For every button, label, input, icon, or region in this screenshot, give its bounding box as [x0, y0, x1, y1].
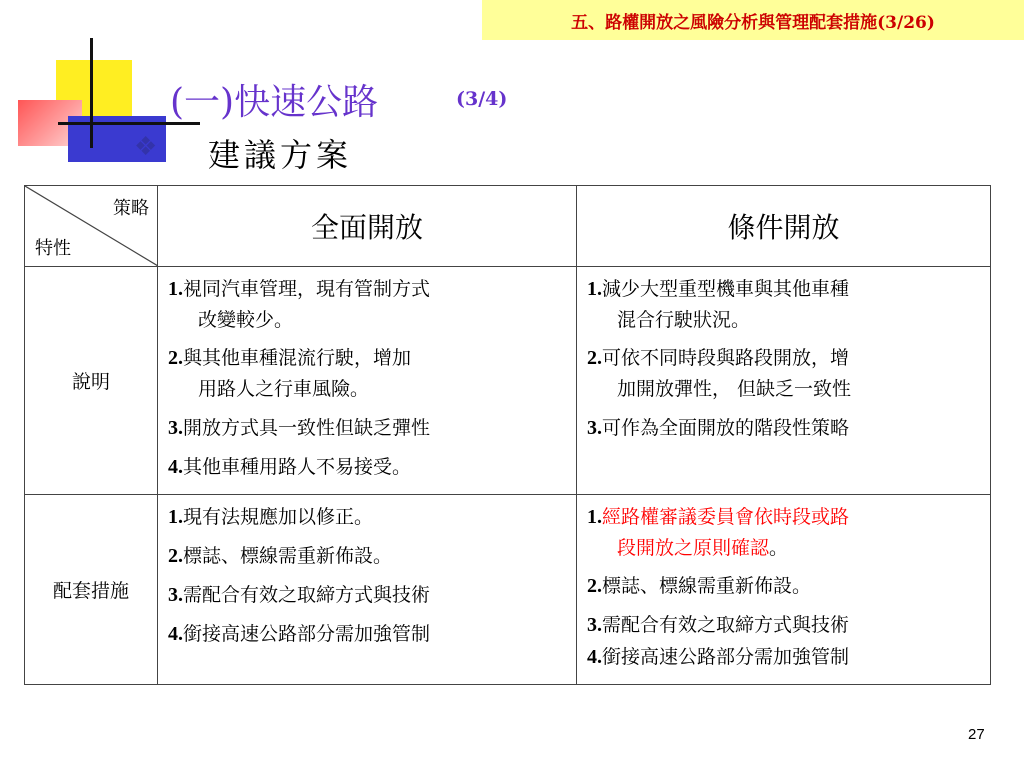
list-item: 1.經路權審議委員會依時段或路 段開放之原則確認。 — [587, 505, 850, 559]
column-header-conditional-open: 條件開放 — [577, 186, 991, 267]
corner-label-strategy: 策略 — [113, 198, 149, 219]
decor-vertical-line — [90, 38, 93, 148]
slide-subtitle: 建議方案 — [208, 136, 353, 174]
slide-title-page: (3/4) — [456, 88, 508, 110]
list-item: 3.需配合有效之取締方式與技術 — [168, 583, 431, 606]
column-header-full-open: 全面開放 — [158, 186, 577, 267]
list-item: 2.標誌、標線需重新佈設。 — [587, 575, 812, 598]
list-item: 1.現有法規應加以修正。 — [168, 505, 374, 528]
cell-full-open-description — [158, 267, 577, 495]
row-label-description: 說明 — [25, 267, 158, 495]
list-item: 2.與其他車種混流行駛，增加 用路人之行車風險。 — [168, 347, 412, 401]
cell-full-open-measures — [158, 494, 577, 684]
list-item: 3.需配合有效之取締方式與技術 — [587, 614, 850, 637]
table-row — [25, 267, 991, 495]
page-number: 27 — [968, 726, 985, 743]
list-item: 1.減少大型重型機車與其他車種 混合行駛狀況。 — [587, 278, 850, 331]
section-banner — [482, 0, 1024, 40]
diamond-bullet-icon: ❖ — [134, 132, 158, 162]
list-item: 4.銜接高速公路部分需加強管制 — [587, 646, 850, 669]
cell-conditional-open-description — [577, 267, 991, 495]
slide-title: (一)快速公路 — [170, 82, 379, 123]
list-item: 4.銜接高速公路部分需加強管制 — [168, 622, 431, 645]
list-item: 2.可依不同時段與路段開放，增 加開放彈性， 但缺乏一致性 — [587, 347, 852, 401]
list-item: 1.視同汽車管理，現有管制方式 改變較少。 — [168, 278, 431, 331]
table-row — [25, 494, 991, 684]
table-corner-cell — [25, 186, 158, 267]
list-item: 2.標誌、標線需重新佈設。 — [168, 544, 393, 567]
list-item: 4.其他車種用路人不易接受。 — [168, 455, 412, 478]
highlighted-text: 經路權審議委員會依時段或路 — [602, 505, 850, 528]
corner-label-feature: 特性 — [35, 238, 71, 259]
list-item: 3.開放方式具一致性但缺乏彈性 — [168, 416, 431, 439]
highlighted-text: 段開放之原則確認 — [617, 536, 770, 559]
cell-conditional-open-measures — [577, 494, 991, 684]
list-item: 3.可作為全面開放的階段性策略 — [587, 416, 850, 439]
strategy-table — [24, 185, 991, 685]
row-label-supporting-measures: 配套措施 — [25, 494, 158, 684]
table-header-row — [25, 186, 991, 267]
banner-text: 五、路權開放之風險分析與管理配套措施(3/26) — [571, 12, 935, 33]
